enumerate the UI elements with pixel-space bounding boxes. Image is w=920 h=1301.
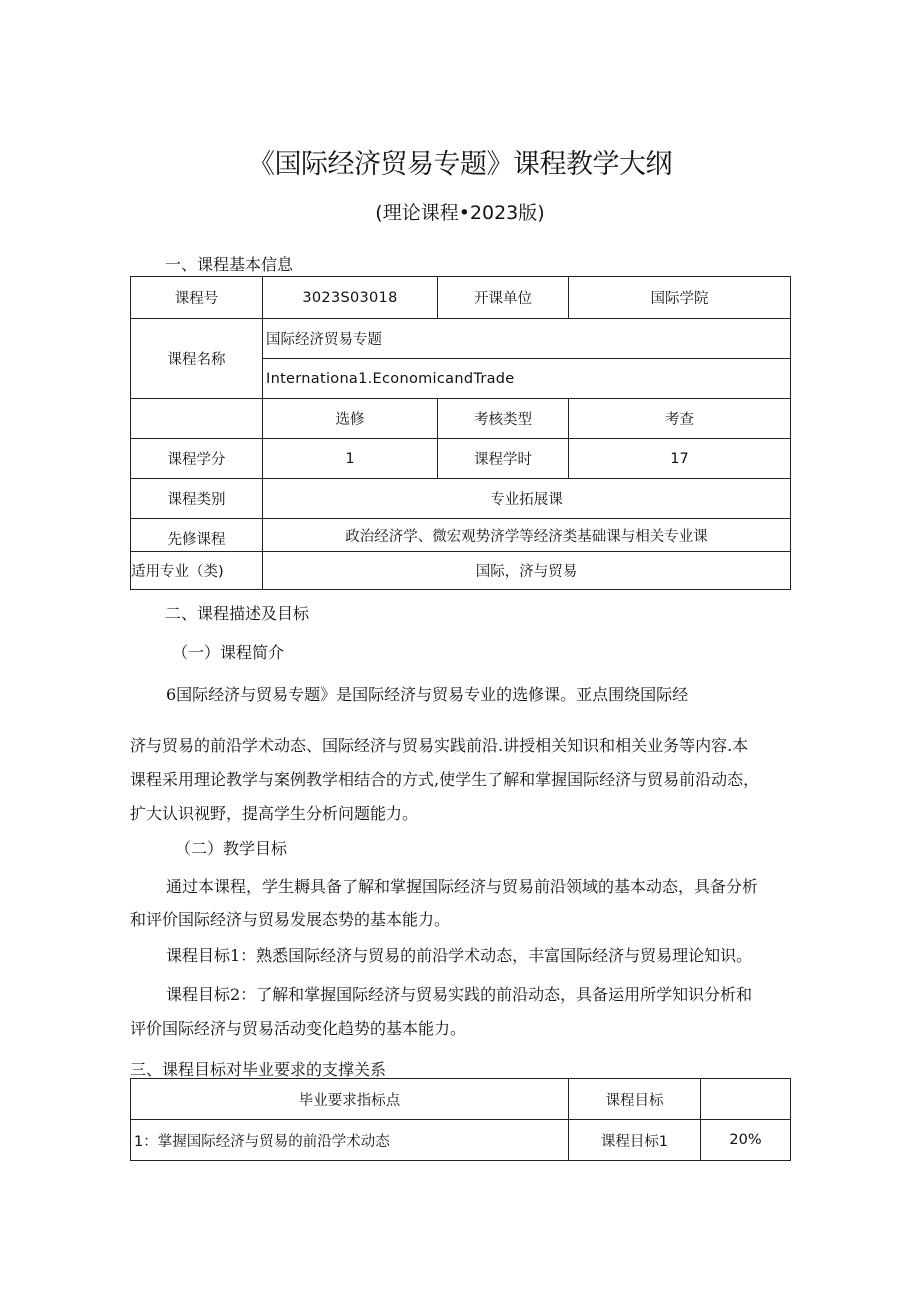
course-goal-2-line: 课程目标2：了解和掌握国际经济与贸易实践的前沿动态，具备运用所学知识分析和	[166, 985, 753, 1004]
prereq-value: 政治经济学、微宏观势济学等经济类基础课与相关专业课	[263, 519, 791, 552]
subheading-objectives: （二）教学目标	[175, 839, 288, 858]
course-no-value: 3023S03018	[263, 277, 438, 319]
course-goal-1: 课程目标1：熟悉国际经济与贸易的前沿学术动态，丰富国际经济与贸易理论知识。	[166, 946, 753, 965]
table-row	[131, 319, 791, 359]
support-table	[130, 1078, 791, 1161]
assess-type-label: 考核类型	[438, 399, 569, 439]
course-goal-2-line: 评价国际经济与贸易活动变化趋势的基本能力。	[130, 1019, 467, 1038]
intro-paragraph-line: 6国际经济与贸易专题》是国际经济与贸易专业的选修课。亚点围绕国际经	[166, 685, 689, 704]
table-row	[131, 1079, 791, 1120]
credit-label: 课程学分	[131, 439, 263, 479]
major-value: 国际，济与贸易	[263, 552, 791, 590]
dept-value: 国际学院	[569, 277, 791, 319]
course-name-cn: 国际经济贸易专题	[263, 319, 791, 359]
dept-label: 开课单位	[438, 277, 569, 319]
col-header-weight	[701, 1079, 791, 1120]
category-label: 课程类别	[131, 479, 263, 519]
prereq-label: 先修课程	[131, 519, 263, 552]
requirement-point: 1：掌握国际经济与贸易的前沿学术动态	[131, 1120, 569, 1161]
assess-type-value: 考查	[569, 399, 791, 439]
table-row	[131, 277, 791, 319]
hours-label: 课程学时	[438, 439, 569, 479]
section-heading-basic-info: 一、课程基本信息	[165, 255, 294, 274]
table-row	[131, 552, 791, 590]
course-name-label: 课程名称	[131, 319, 263, 399]
section-heading-support: 三、课程目标对毕业要求的支撑关系	[130, 1060, 387, 1079]
course-nature-value: 选修	[263, 399, 438, 439]
intro-paragraph-line: 济与贸易的前沿学术动态、国际经济与贸易实践前沿.讲授相关知识和相关业务等内容.本	[130, 736, 749, 755]
table-row	[131, 479, 791, 519]
intro-paragraph-line: 扩大认识视野，提高学生分析问题能力。	[130, 804, 419, 823]
table-row	[131, 1120, 791, 1161]
course-nature-label	[131, 399, 263, 439]
col-header-course-goal: 课程目标	[569, 1079, 701, 1120]
subheading-intro: （一）课程简介	[172, 643, 285, 662]
page-subtitle: (理论课程•2023版)	[375, 202, 545, 224]
objectives-paragraph-line: 和评价国际经济与贸易发展态势的基本能力。	[130, 910, 451, 929]
major-label: 适用专业（类)	[131, 552, 263, 590]
credit-value: 1	[263, 439, 438, 479]
table-row	[131, 519, 791, 552]
section-heading-description: 二、课程描述及目标	[165, 604, 310, 623]
objectives-paragraph-line: 通过本课程，学生耨具备了解和掌握国际经济与贸易前沿领域的基本动态，具备分析	[166, 877, 759, 896]
table-row	[131, 439, 791, 479]
category-value: 专业拓展课	[263, 479, 791, 519]
intro-paragraph-line: 课程采用理论教学与案例教学相结合的方式,使学生了解和掌握国际经济与贸易前沿动态，	[130, 770, 760, 789]
col-header-requirement: 毕业要求指标点	[131, 1079, 569, 1120]
course-no-label: 课程号	[131, 277, 263, 319]
course-goal-cell: 课程目标1	[569, 1120, 701, 1161]
page-title: 《国际经济贸易专题》课程教学大纲	[248, 149, 672, 180]
course-info-table	[130, 276, 791, 590]
course-name-en: Internationa1.EconomicandTrade	[263, 359, 791, 399]
hours-value: 17	[569, 439, 791, 479]
table-row	[131, 399, 791, 439]
weight-cell: 20%	[701, 1120, 791, 1161]
